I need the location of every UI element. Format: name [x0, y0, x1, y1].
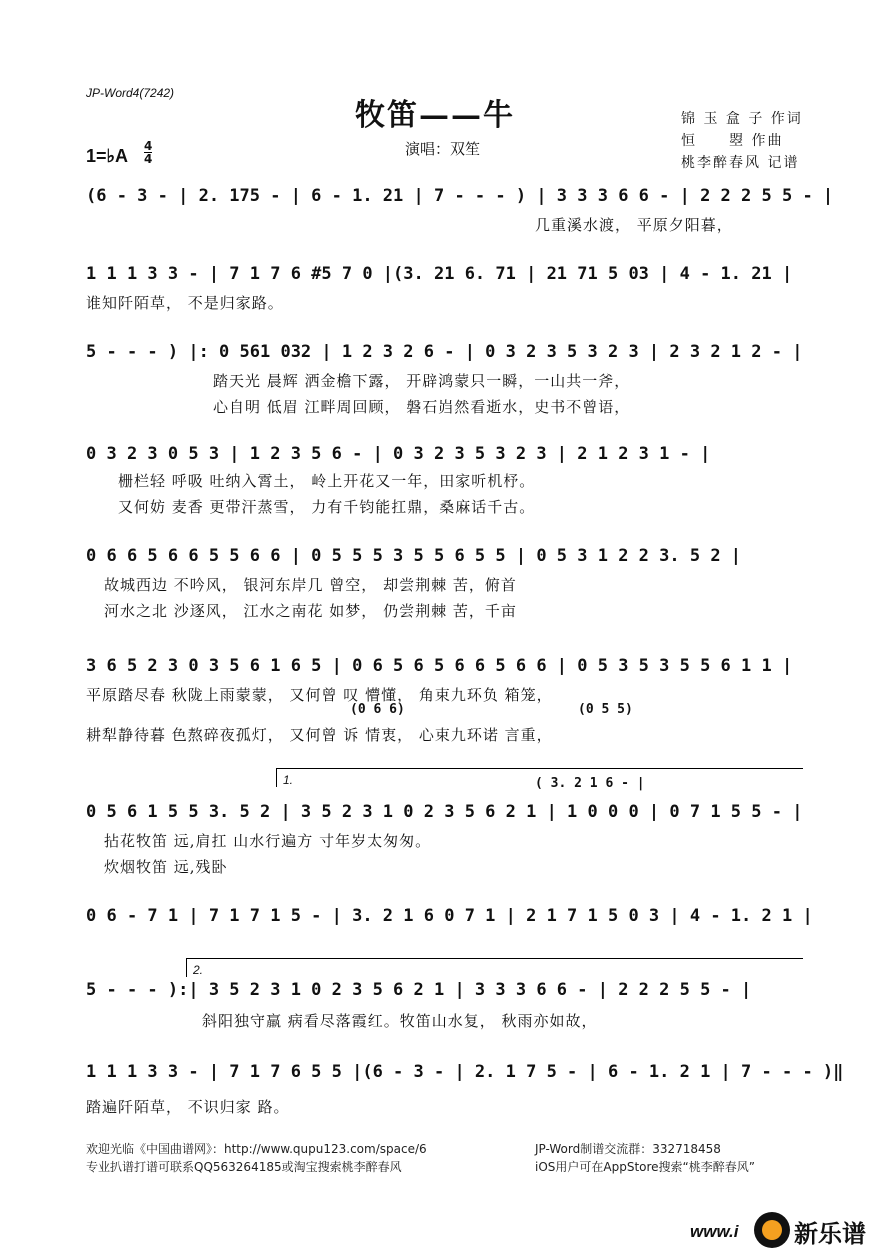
footer-website: 欢迎光临《中国曲谱网》：http://www.qupu123.com/space/6: [86, 1142, 427, 1156]
lyric-row-2: 谁知阡陌草， 不是归家路。: [86, 294, 284, 312]
notation-row-5: 0 6 6 5 6 6 5 5 6 6 | 0 5 5 5 3 5 5 6 5 5 | 0 5 3 1 2 2 3. 5 2 |: [86, 546, 742, 566]
time-signature: [144, 140, 152, 165]
notation-row-9: 5 - - - ):| 3 5 2 3 1 0 2 3 5 6 2 1 | 3 3 3 6 6 - | 2 2 2 5 5 - |: [86, 980, 752, 1000]
lyric-row-3a: 踏天光 晨辉 洒金檐下露， 开辟鸿蒙只一瞬，一山共一斧，: [213, 372, 631, 390]
lyric-row-5b: 河水之北 沙逐风， 江水之南花 如梦， 仍尝荆棘 苦，千亩: [104, 602, 517, 620]
notation-row-3: 5 - - - ) |: 0 561 032 | 1 2 3 2 6 - | 0 3 2 3 5 3 2 3 | 2 3 2 1 2 - |: [86, 342, 803, 362]
notation-row-7: 0 5 6 1 5 5 3. 5 2 | 3 5 2 3 1 0 2 3 5 6 2 1 | 1 0 0 0 | 0 7 1 5 5 - |: [86, 802, 803, 822]
lyricist-credit: 锦 玉 盒 子 作词: [681, 111, 803, 127]
lyric-row-7b: 炊烟牧笛 远,残卧: [104, 858, 228, 876]
lyric-row-7a: 拈花牧笛 远,肩扛 山水行遍方 寸年岁太匆匆。: [104, 832, 432, 850]
volta-bracket-2: [186, 958, 803, 977]
lyric-row-1: 几重溪水渡， 平原夕阳暮，: [535, 216, 733, 234]
volta-1-label: 1.: [283, 773, 294, 787]
notation-row-2: 1 1 1 3 3 - | 7 1 7 6 #5 7 0 |(3. 21 6. 71 | 21 71 5 03 | 4 - 1. 21 |: [86, 264, 793, 284]
footer-ios: iOS用户可在AppStore搜索“桃李醉春风”: [535, 1160, 755, 1174]
volta-2-label: 2.: [193, 963, 204, 977]
watermark-logo-icon: [754, 1212, 790, 1248]
software-version: JP-Word4(7242): [86, 86, 175, 100]
lyric-row-3b: 心自明 低眉 江畔周回顾， 磐石岿然看逝水，史书不曾语，: [213, 398, 631, 416]
lyric-row-6b: 耕犁静待暮 色熬碎夜孤灯， 又何曾 诉 情衷， 心束九环诺 言重，: [86, 726, 553, 744]
lyric-row-4b: 又何妨 麦香 更带汗蒸雪， 力有千钧能扛鼎，桑麻话千古。: [118, 498, 536, 516]
alt-notes-3: ( 3. 2 1 6 - |: [535, 776, 645, 791]
transcriber-credit: 桃李醉春风 记谱: [681, 155, 800, 171]
notation-row-10: 1 1 1 3 3 - | 7 1 7 6 5 5 |(6 - 3 - | 2. 1 7 5 - | 6 - 1. 2 1 | 7 - - - )‖: [86, 1062, 844, 1082]
lyric-row-9: 斜阳独守羸 病看尽落霞红。牧笛山水复， 秋雨亦如故，: [202, 1012, 598, 1030]
watermark-brand: 新乐谱: [794, 1221, 866, 1248]
song-title: 牧笛——牛: [355, 98, 515, 133]
notation-row-4: 0 3 2 3 0 5 3 | 1 2 3 5 6 - | 0 3 2 3 5 3 2 3 | 2 1 2 3 1 - |: [86, 444, 711, 464]
singer-credit: 演唱：双笙: [405, 140, 481, 158]
alt-notes-2: (0 5 5): [578, 702, 633, 717]
lyric-row-5a: 故城西边 不吟风， 银河东岸几 曾空， 却尝荆棘 苦，俯首: [104, 576, 517, 594]
lyric-row-10: 踏遍阡陌草， 不识归家 路。: [86, 1098, 290, 1116]
footer-contact: 专业扒谱打谱可联系QQ563264185或淘宝搜索桃李醉春风: [86, 1160, 402, 1174]
notation-row-8: 0 6 - 7 1 | 7 1 7 1 5 - | 3. 2 1 6 0 7 1 | 2 1 7 1 5 0 3 | 4 - 1. 2 1 |: [86, 906, 813, 926]
footer-group: JP-Word制谱交流群：332718458: [535, 1142, 721, 1156]
time-bottom: 4: [144, 152, 153, 166]
lyric-row-4a: 栅栏轻 呼吸 吐纳入霄土， 岭上开花又一年，田家听机杼。: [118, 472, 536, 490]
key-signature: 1=♭A: [86, 146, 129, 166]
watermark-url: www.i: [690, 1222, 739, 1241]
lyric-row-6a: 平原踏尽春 秋陇上雨蒙蒙， 又何曾 叹 懵懂， 角束九环负 箱笼，: [86, 686, 553, 704]
notation-row-6: 3 6 5 2 3 0 3 5 6 1 6 5 | 0 6 5 6 5 6 6 5 6 6 | 0 5 3 5 3 5 5 6 1 1 |: [86, 656, 793, 676]
alt-notes-1: (0 6 6): [350, 702, 405, 717]
composer-credit: 恒 曌 作曲: [681, 133, 784, 149]
time-top: 4: [144, 139, 153, 153]
notation-row-1: (6 - 3 - | 2. 175 - | 6 - 1. 21 | 7 - - - ) | 3 3 3 6 6 - | 2 2 2 5 5 - |: [86, 186, 834, 206]
